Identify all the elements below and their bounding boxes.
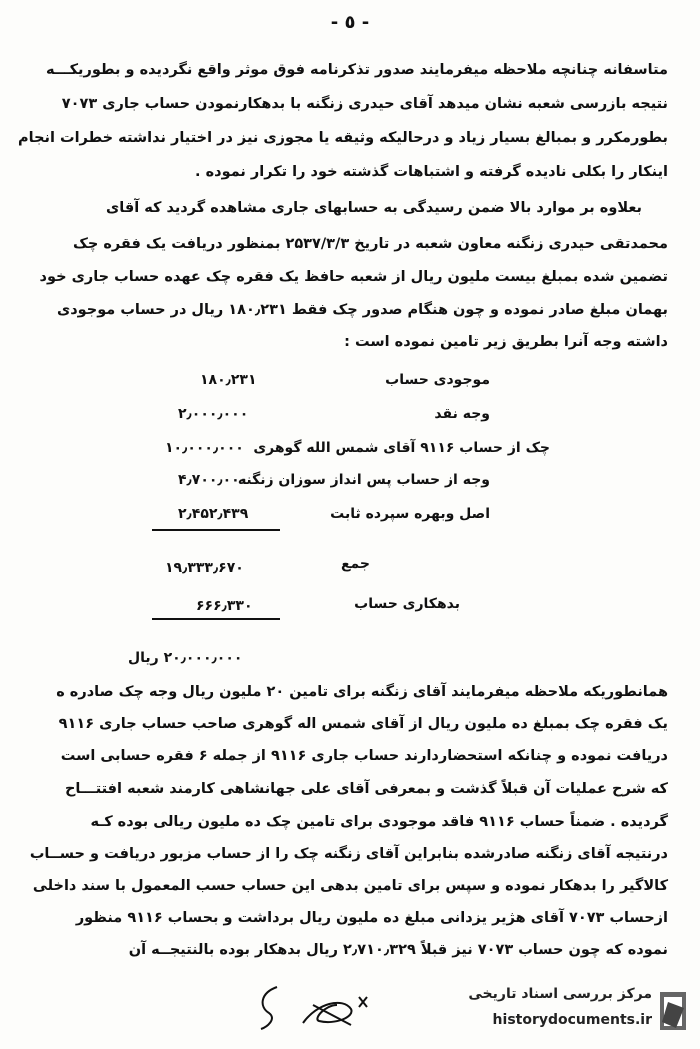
- debit-label: بدهکاری حساب: [354, 596, 460, 612]
- paragraph3-line: درنتیجه آقای زنگنه صادرشده بنابراین آقای زنگنه چک را از حساب مزبور دریافت و حســاب: [29, 846, 668, 862]
- table-row-value: ۲٫۰۰۰٫۰۰۰: [178, 406, 249, 422]
- paragraph3-line: کالاگیر را بدهکار نموده و سپس برای تامین بدهی این حساب حسب المعمول با سند داخلی: [32, 878, 668, 894]
- signature-mark: [255, 975, 395, 1035]
- paragraph1-line: اینکار را بکلی نادیده گرفته و اشتباهات گذشته خود را تکرار نموده .: [195, 164, 668, 180]
- logo-url: historydocuments.ir: [492, 1012, 652, 1028]
- paragraph3-line: گردیده . ضمناً حساب ۹۱۱۶ فاقد موجودی برای تامین چک ده ملیون ریالی بوده کـه: [90, 814, 668, 830]
- table-row-label: اصل وبهره سپرده ثابت: [330, 506, 490, 522]
- table-row-value: ۴٫۷۰۰٫۰۰۰: [178, 472, 249, 488]
- table-row-value: ۲٫۴۵۲٫۴۳۹: [178, 506, 249, 522]
- grand-total: ۲۰٫۰۰۰٫۰۰۰ ریال: [128, 650, 243, 666]
- paragraph1-line: بطورمکرر و بمبالغ بسیار زیاد و درحالیکه وثیقه یا مجوزی نیز در اختیار نداشته خطرات انجام: [18, 130, 668, 146]
- sum-rule: [152, 618, 280, 620]
- paragraph3-line: همانطوریکه ملاحظه میفرمایند آقای زنگنه برای تامین ۲۰ ملیون ریال وجه چک صادره ه: [56, 684, 668, 700]
- debit-value: ۶۶۶٫۳۳۰: [196, 598, 253, 614]
- archive-logo-icon: [654, 988, 692, 1034]
- table-row-label: وجه از حساب پس انداز سوزان زنگنه: [237, 472, 490, 488]
- table-row-label: موجودی حساب: [385, 372, 490, 388]
- logo-title: مرکز بررسی اسناد تاریخی: [468, 986, 652, 1002]
- paragraph2-line: محمدتقی حیدری زنگنه معاون شعبه در تاریخ ۲۵۳۷/۳/۳ بمنظور دریافت یک فقره چک: [72, 236, 668, 252]
- table-row-value: ۱۸۰٫۲۳۱: [200, 372, 257, 388]
- sum-rule: [152, 529, 280, 531]
- paragraph3-line: دریافت نموده و چنانکه استحضاردارند حساب جاری ۹۱۱۶ از جمله ۶ فقره حسابی است: [60, 748, 668, 764]
- table-row-label: وجه نقد: [434, 406, 490, 422]
- paragraph1-line: نتیجه بازرسی شعبه نشان میدهد آقای حیدری زنگنه با بدهکارنمودن حساب جاری ۷۰۷۳: [61, 96, 668, 112]
- table-row-label: چک از حساب ۹۱۱۶ آقای شمس الله گوهری: [253, 440, 550, 456]
- paragraph3-line: نموده که چون حساب ۷۰۷۳ نیز قبلاً ۲٫۷۱۰٫۳۲۹ ریال بدهکار بوده بالنتیجــه آن: [128, 942, 668, 958]
- paragraph2-line: تضمین شده بمبلغ بیست ملیون ریال از شعبه حافظ یک فقره چک عهده حساب جاری خود: [39, 269, 668, 285]
- paragraph3-line: ازحساب ۷۰۷۳ آقای هژیر یزدانی مبلغ ده ملیون ریال برداشت و بحساب ۹۱۱۶ منظور: [75, 910, 668, 926]
- paragraph2-line: بهمان مبلغ صادر نموده و چون هنگام صدور چک فقط ۱۸۰٫۲۳۱ ریال در حساب موجودی: [56, 302, 668, 318]
- paragraph2-line: بعلاوه بر موارد بالا ضمن رسیدگی به حسابهای جاری مشاهده گردید که آقای: [105, 200, 642, 216]
- paragraph1-line: متاسفانه چنانچه ملاحظه میفرمایند صدور تذکرنامه فوق موثر واقع نگردیده و بطوریکـــه: [45, 62, 668, 78]
- total-label: جمع: [340, 556, 370, 572]
- watermark-logo: [468, 982, 692, 1042]
- table-row-value: ۱۰٫۰۰۰٫۰۰۰: [165, 440, 244, 456]
- paragraph3-line: یک فقره چک بمبلغ ده ملیون ریال از آقای شمس اله گوهری صاحب حساب جاری ۹۱۱۶: [58, 716, 668, 732]
- paragraph3-line: که شرح عملیات آن قبلاً گذشت و بمعرفی آقای علی جهانشاهی کارمند شعبه افتتـــاح: [64, 781, 668, 797]
- total-value: ۱۹٫۳۳۳٫۶۷۰: [165, 560, 244, 576]
- paragraph2-line: داشته وجه آنرا بطریق زیر تامین نموده است :: [344, 334, 668, 350]
- page-number: - ٥ -: [330, 12, 370, 33]
